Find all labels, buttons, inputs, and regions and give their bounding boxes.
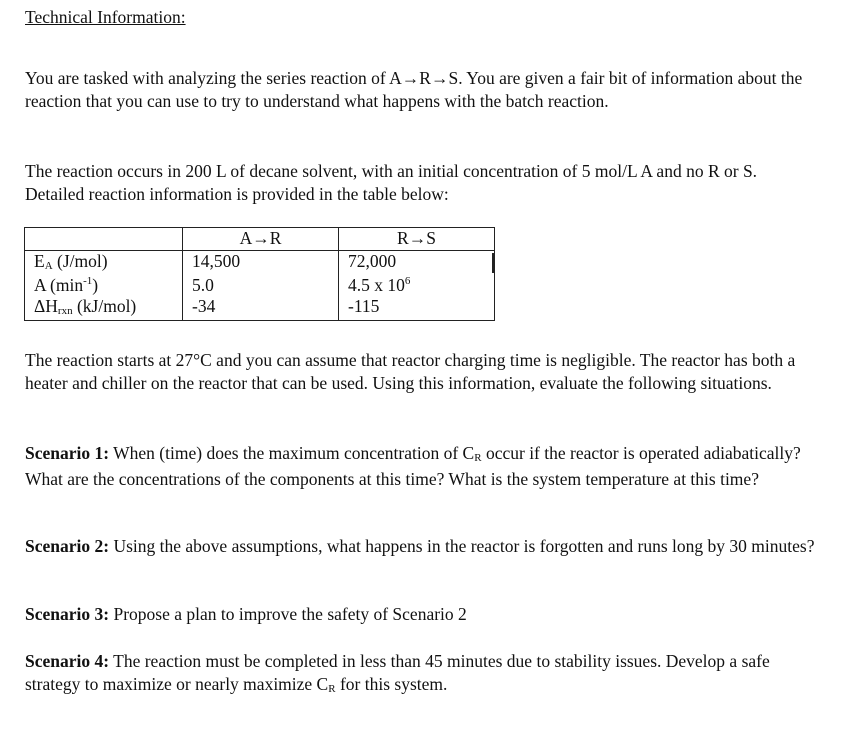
row-label-preexponential: A $(\min^{-1})$ bbox=[25, 275, 183, 296]
table-row bbox=[25, 275, 495, 296]
scenario-1-label: Scenario 1: bbox=[25, 443, 110, 463]
cell-dh-r-to-s: -115 bbox=[339, 296, 495, 321]
scenario-2-label: Scenario 2: bbox=[25, 536, 110, 556]
table-header-a-to-r: A→R bbox=[183, 228, 339, 251]
section-heading: Technical Information: bbox=[25, 7, 186, 27]
intro-paragraph-2: The reaction occurs in 200 L of decane solvent, with an initial concentration of 5 mol/L A and no R or S. Detailed reaction information is provided in the table below: bbox=[25, 161, 758, 204]
scenario-4: Scenario 4: The reaction must be completed in less than 45 minutes due to stability issues. Develop a safe strategy to maximize or nearly maximize $C_R$ for this system. bbox=[25, 651, 770, 695]
reaction-data-table bbox=[24, 227, 495, 321]
scenario-3: Scenario 3: Propose a plan to improve the safety of Scenario 2 bbox=[25, 604, 467, 624]
scenario-3-label: Scenario 3: bbox=[25, 604, 110, 624]
table-header-r-to-s: R→S bbox=[339, 228, 495, 251]
scenario-1: Scenario 1: When (time) does the maximum concentration of $C_R$ occur if the reactor is operated adiabatically? What are the concentrations of the components at this time? What is the system temperature at this time? bbox=[25, 443, 801, 489]
table-edge-mark bbox=[492, 253, 494, 273]
table-row bbox=[25, 296, 495, 321]
cell-ea-a-to-r: 14,500 bbox=[183, 251, 339, 276]
conditions-paragraph: The reaction starts at 27°C and you can assume that reactor charging time is negligible. The reactor has both a heater and chiller on the reactor that can be used. Using this information, evaluate the following situations. bbox=[25, 350, 796, 393]
table-header-row bbox=[25, 228, 495, 251]
cell-ea-r-to-s: 72,000 bbox=[339, 251, 495, 276]
cell-a-a-to-r: 5.0 bbox=[183, 275, 339, 296]
row-label-activation-energy: $E_A$ (J/mol) bbox=[25, 251, 183, 276]
cell-a-r-to-s: 4.5 x $10^6$ bbox=[339, 275, 495, 296]
cell-dh-a-to-r: -34 bbox=[183, 296, 339, 321]
row-label-enthalpy: $\Delta H_{rxn}$ (kJ/mol) bbox=[25, 296, 183, 321]
table-header-blank bbox=[25, 228, 183, 251]
intro-paragraph-1: You are tasked with analyzing the series reaction of A→R→S. You are given a fair bit of information about the reaction that you can use to try to understand what happens with the batch reaction. bbox=[25, 68, 803, 111]
scenario-4-label: Scenario 4: bbox=[25, 651, 110, 671]
table-row bbox=[25, 251, 495, 276]
scenario-2: Scenario 2: Using the above assumptions, what happens in the reactor is forgotten and runs long by 30 minutes? bbox=[25, 536, 815, 556]
